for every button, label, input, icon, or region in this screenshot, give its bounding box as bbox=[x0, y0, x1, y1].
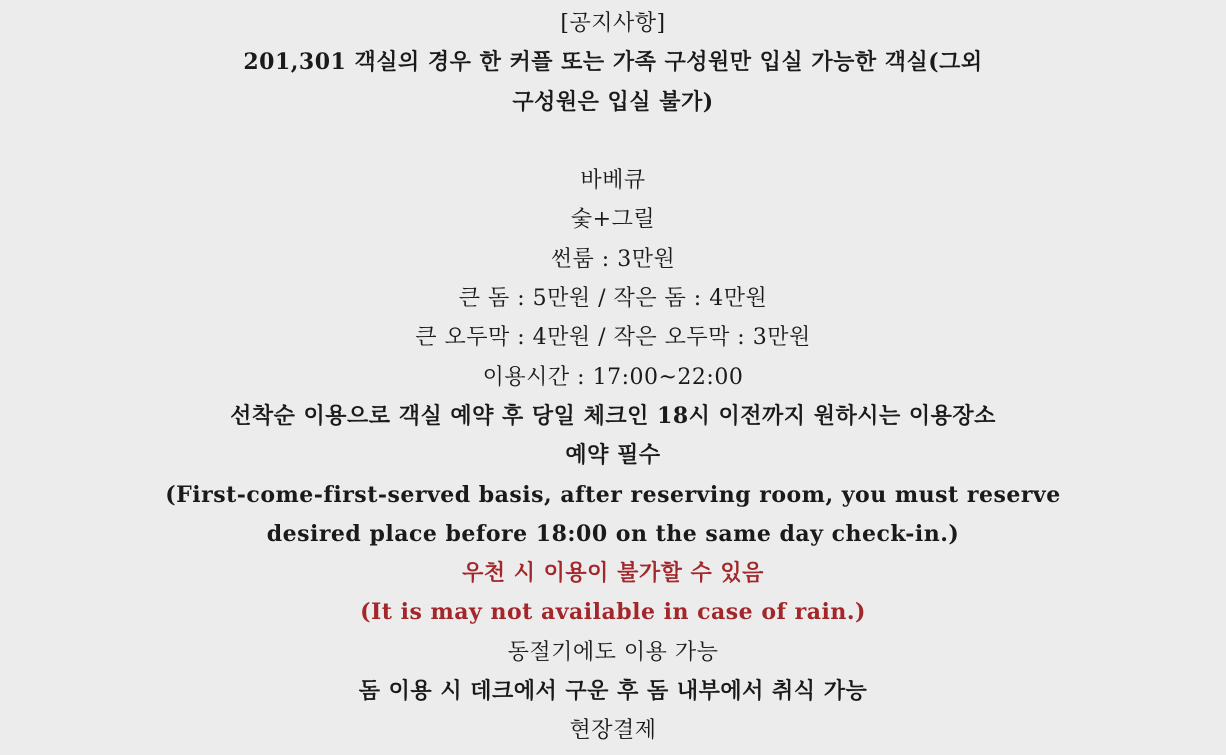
bbq-hours: 이용시간 : 17:00~22:00 bbox=[482, 364, 744, 390]
reservation-note-ko-1: 선착순 이용으로 객실 예약 후 당일 체크인 18시 이전까지 원하시는 이용장소 bbox=[230, 402, 996, 429]
reservation-note-en-2: desired place before 18:00 on the same day check-in.) bbox=[266, 520, 960, 547]
winter-availability: 동절기에도 이용 가능 bbox=[507, 639, 719, 665]
onsite-payment: 현장결제 bbox=[569, 718, 657, 744]
blank-line bbox=[0, 122, 1226, 161]
rain-warning-ko: 우천 시 이용이 불가할 수 있음 bbox=[462, 560, 764, 587]
bbq-dome-price: 큰 돔 : 5만원 / 작은 돔 : 4만원 bbox=[458, 286, 768, 312]
bbq-charcoal-grill: 숯+그릴 bbox=[570, 207, 656, 233]
room-rule-line-1: 201,301 객실의 경우 한 커플 또는 가족 구성원만 입실 가능한 객실(그외 bbox=[243, 49, 983, 76]
bbq-hut-price: 큰 오두막 : 4만원 / 작은 오두막 : 3만원 bbox=[415, 325, 811, 351]
reservation-note-en-1: (First-come-first-served basis, after reserving room, you must reserve bbox=[165, 481, 1061, 508]
reservation-note-ko-2: 예약 필수 bbox=[565, 442, 661, 469]
rain-warning-en: (It is may not available in case of rain.) bbox=[360, 599, 866, 626]
dome-dining-note: 돔 이용 시 데크에서 구운 후 돔 내부에서 취식 가능 bbox=[358, 678, 868, 705]
bbq-sunroom-price: 썬룸 : 3만원 bbox=[550, 246, 676, 272]
bbq-heading: 바베큐 bbox=[580, 168, 646, 194]
notice-title: [공지사항] bbox=[560, 11, 666, 36]
room-rule-line-2: 구성원은 입실 불가) bbox=[512, 88, 714, 115]
